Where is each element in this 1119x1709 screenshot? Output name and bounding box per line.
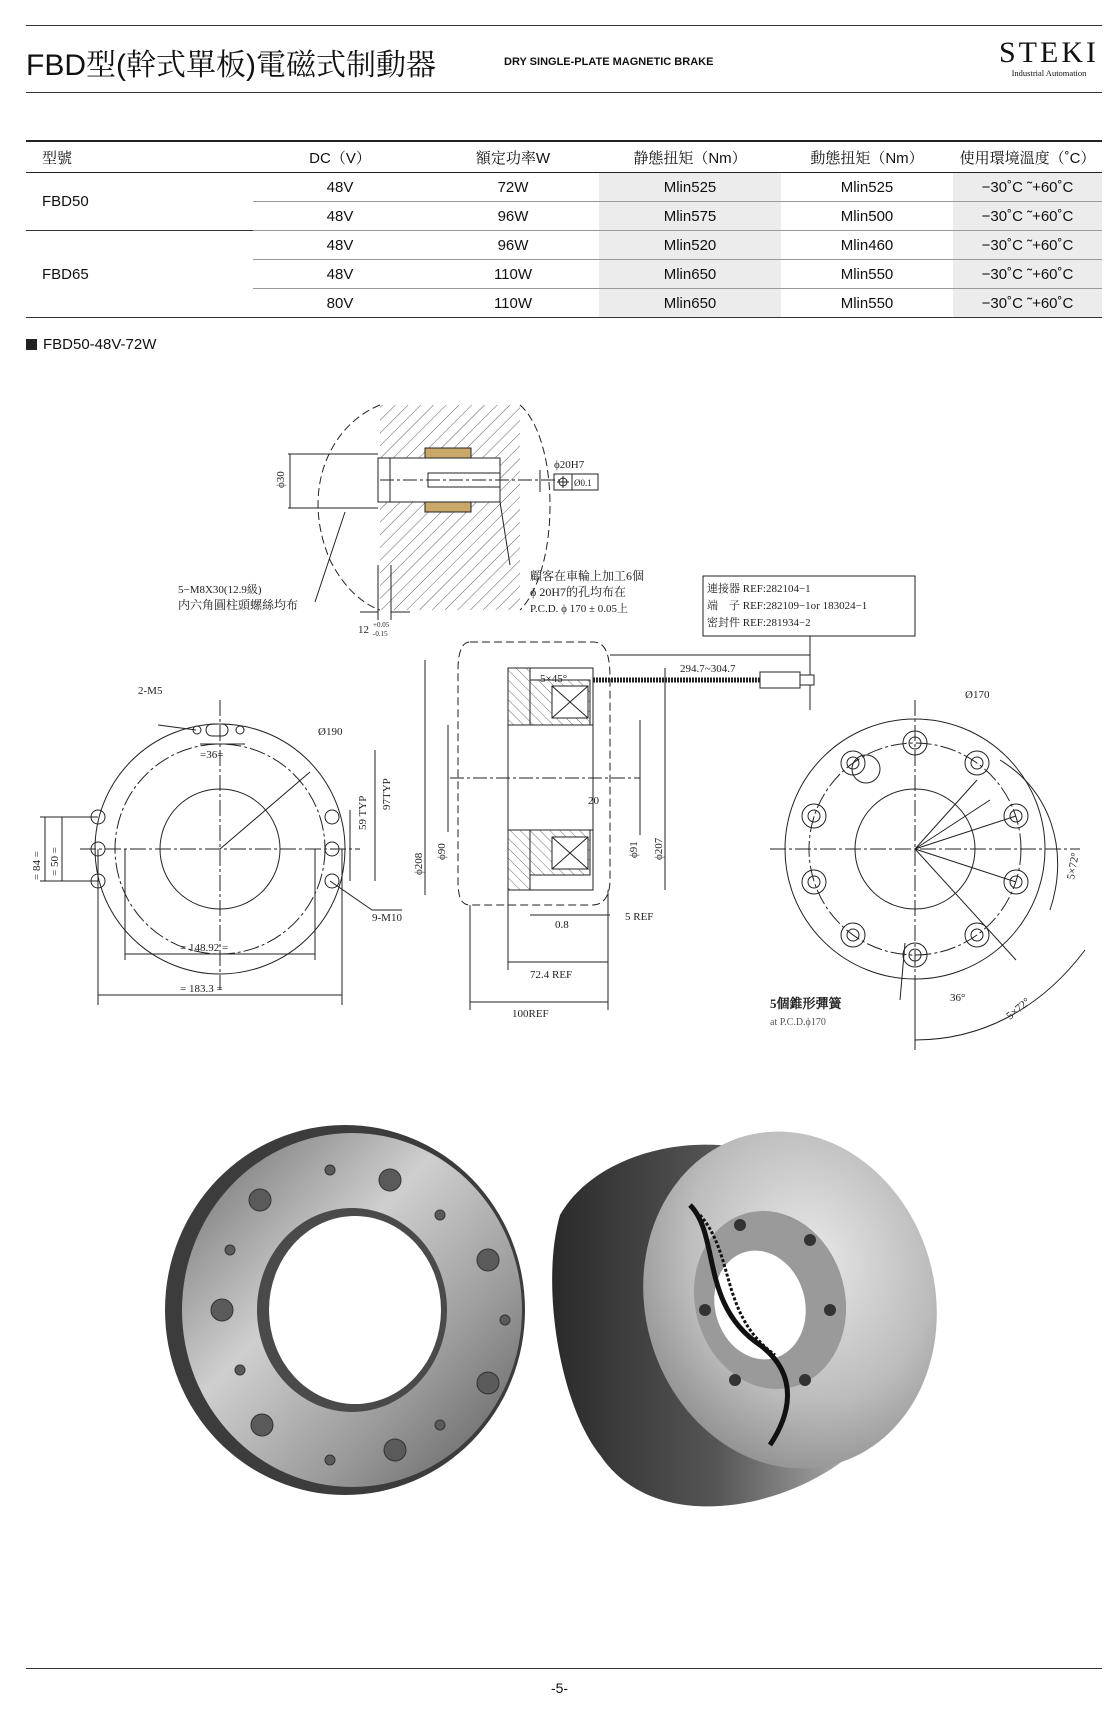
- square-bullet-icon: [26, 339, 37, 350]
- table-row: [26, 173, 1102, 202]
- table-cell: Mlin650: [599, 260, 781, 289]
- table-cell: Mlin460: [781, 231, 953, 260]
- dim-36-deg: 36°: [950, 992, 966, 1004]
- col-header: DC（V）: [253, 141, 427, 173]
- table-cell: 110W: [427, 260, 599, 289]
- spec-table: [26, 140, 1102, 318]
- table-cell: −30˚C ˜+60˚C: [953, 289, 1102, 318]
- table-cell: −30˚C ˜+60˚C: [953, 202, 1102, 231]
- model-cell: FBD65: [26, 231, 253, 318]
- col-header: 動態扭矩（Nm）: [781, 141, 953, 173]
- dim-84: = 84 =: [31, 851, 43, 880]
- dim-294-7: 294.7~304.7: [680, 663, 736, 675]
- product-photo: [0, 1125, 1119, 1575]
- col-header: 使用環境溫度（˚C）: [953, 141, 1102, 173]
- table-cell: Mlin520: [599, 231, 781, 260]
- table-cell: 48V: [253, 260, 427, 289]
- dim-97typ: 97TYP: [381, 778, 393, 810]
- tol-minus: -0.15: [373, 630, 388, 638]
- table-cell: 48V: [253, 202, 427, 231]
- page-number: -5-: [550, 1680, 569, 1696]
- dim-5x72-a: 5×72°: [1065, 851, 1082, 881]
- tolerance-frame: Ø0.1: [574, 478, 592, 488]
- dim-148-92: = 148.92 =: [180, 942, 229, 954]
- dim-20: 20: [588, 795, 599, 807]
- table-cell: Mlin650: [599, 289, 781, 318]
- dim-183-3: = 183.3 =: [180, 983, 223, 995]
- dim-phi207: ϕ207: [653, 837, 665, 860]
- table-cell: Mlin575: [599, 202, 781, 231]
- front-view-left: [40, 700, 402, 1005]
- col-header: 額定功率W: [427, 141, 599, 173]
- dim-50: = 50 =: [49, 847, 61, 876]
- table-cell: Mlin500: [781, 202, 953, 231]
- dim-phi30: ϕ30: [275, 471, 287, 488]
- table-cell: 72W: [427, 173, 599, 202]
- table-cell: 48V: [253, 173, 427, 202]
- brake-side-photo: [552, 1125, 974, 1506]
- col-header: 型號: [26, 141, 253, 173]
- header-rule: [26, 92, 1102, 93]
- dim-phi20h7: ϕ20H7: [554, 459, 585, 471]
- dim-100ref: 100REF: [512, 1008, 549, 1020]
- dim-phi208: ϕ208: [413, 852, 425, 875]
- logo-subtext: Industrial Automation: [1011, 68, 1087, 78]
- dim-5x72-b: 5×72°: [1004, 995, 1033, 1023]
- connector-note-1: 連接器 REF:282104−1: [707, 583, 811, 595]
- technical-drawing: [0, 380, 1119, 1120]
- customer-note-1: 顧客在車輪上加工6個: [530, 569, 645, 583]
- dim-59typ: 59 TYP: [357, 795, 369, 830]
- side-view: [425, 642, 814, 1010]
- dim-9m10: 9-M10: [372, 912, 402, 924]
- top-rule: [26, 25, 1102, 26]
- dim-36: =36=: [200, 749, 224, 761]
- spring-note: 5個錐形彈簧: [770, 996, 842, 1011]
- page-subtitle: DRY SINGLE-PLATE MAGNETIC BRAKE: [504, 56, 714, 68]
- dim-phi170: Ø170: [965, 689, 990, 701]
- table-header-row: [26, 141, 1102, 173]
- brand-logo: [999, 38, 1099, 78]
- dim-5ref: 5 REF: [625, 911, 654, 923]
- customer-note-2: ϕ 20H7的孔均布在: [530, 585, 626, 599]
- screw-note-2: 内六角圓柱頭螺絲均布: [178, 598, 299, 612]
- table-cell: Mlin525: [599, 173, 781, 202]
- table-cell: 48V: [253, 231, 427, 260]
- dim-phi91: ϕ91: [628, 841, 640, 858]
- col-header: 静態扭矩（Nm）: [599, 141, 781, 173]
- table-row: [26, 231, 1102, 260]
- table-cell: −30˚C ˜+60˚C: [953, 173, 1102, 202]
- dim-72-4ref: 72.4 REF: [530, 969, 573, 981]
- tol-plus: +0.05: [373, 621, 390, 629]
- model-cell: FBD50: [26, 173, 253, 231]
- logo-text: STEKI: [999, 36, 1099, 69]
- section-label: [26, 336, 156, 353]
- section-label-text: FBD50-48V-72W: [43, 336, 157, 353]
- dim-phi190: Ø190: [318, 726, 343, 738]
- dim-0-8: 0.8: [555, 919, 569, 931]
- footer-rule: [26, 1668, 1102, 1669]
- connector-note-3: 密封件 REF:281934−2: [707, 617, 811, 629]
- dim-phi90: ϕ90: [436, 843, 448, 860]
- table-cell: Mlin550: [781, 289, 953, 318]
- dim-12: 12: [358, 624, 369, 636]
- spring-pcd-note: at P.C.D.ϕ170: [770, 1017, 826, 1028]
- page-title: FBD型(幹式單板)電磁式制動器: [26, 49, 436, 82]
- dim-2m5: 2-M5: [138, 685, 163, 697]
- table-cell: Mlin525: [781, 173, 953, 202]
- table-cell: Mlin550: [781, 260, 953, 289]
- table-cell: −30˚C ˜+60˚C: [953, 260, 1102, 289]
- brake-face-photo: [165, 1125, 525, 1495]
- table-cell: −30˚C ˜+60˚C: [953, 231, 1102, 260]
- connector-note-2: 端 子 REF:282109−1or 183024−1: [707, 600, 868, 612]
- customer-note-3: P.C.D. ϕ 170 ± 0.05上: [530, 603, 629, 615]
- table-cell: 96W: [427, 231, 599, 260]
- dim-5x45: 5×45°: [540, 673, 568, 685]
- screw-note-1: 5−M8X30(12.9級): [178, 584, 262, 596]
- table-cell: 80V: [253, 289, 427, 318]
- table-cell: 110W: [427, 289, 599, 318]
- table-cell: 96W: [427, 202, 599, 231]
